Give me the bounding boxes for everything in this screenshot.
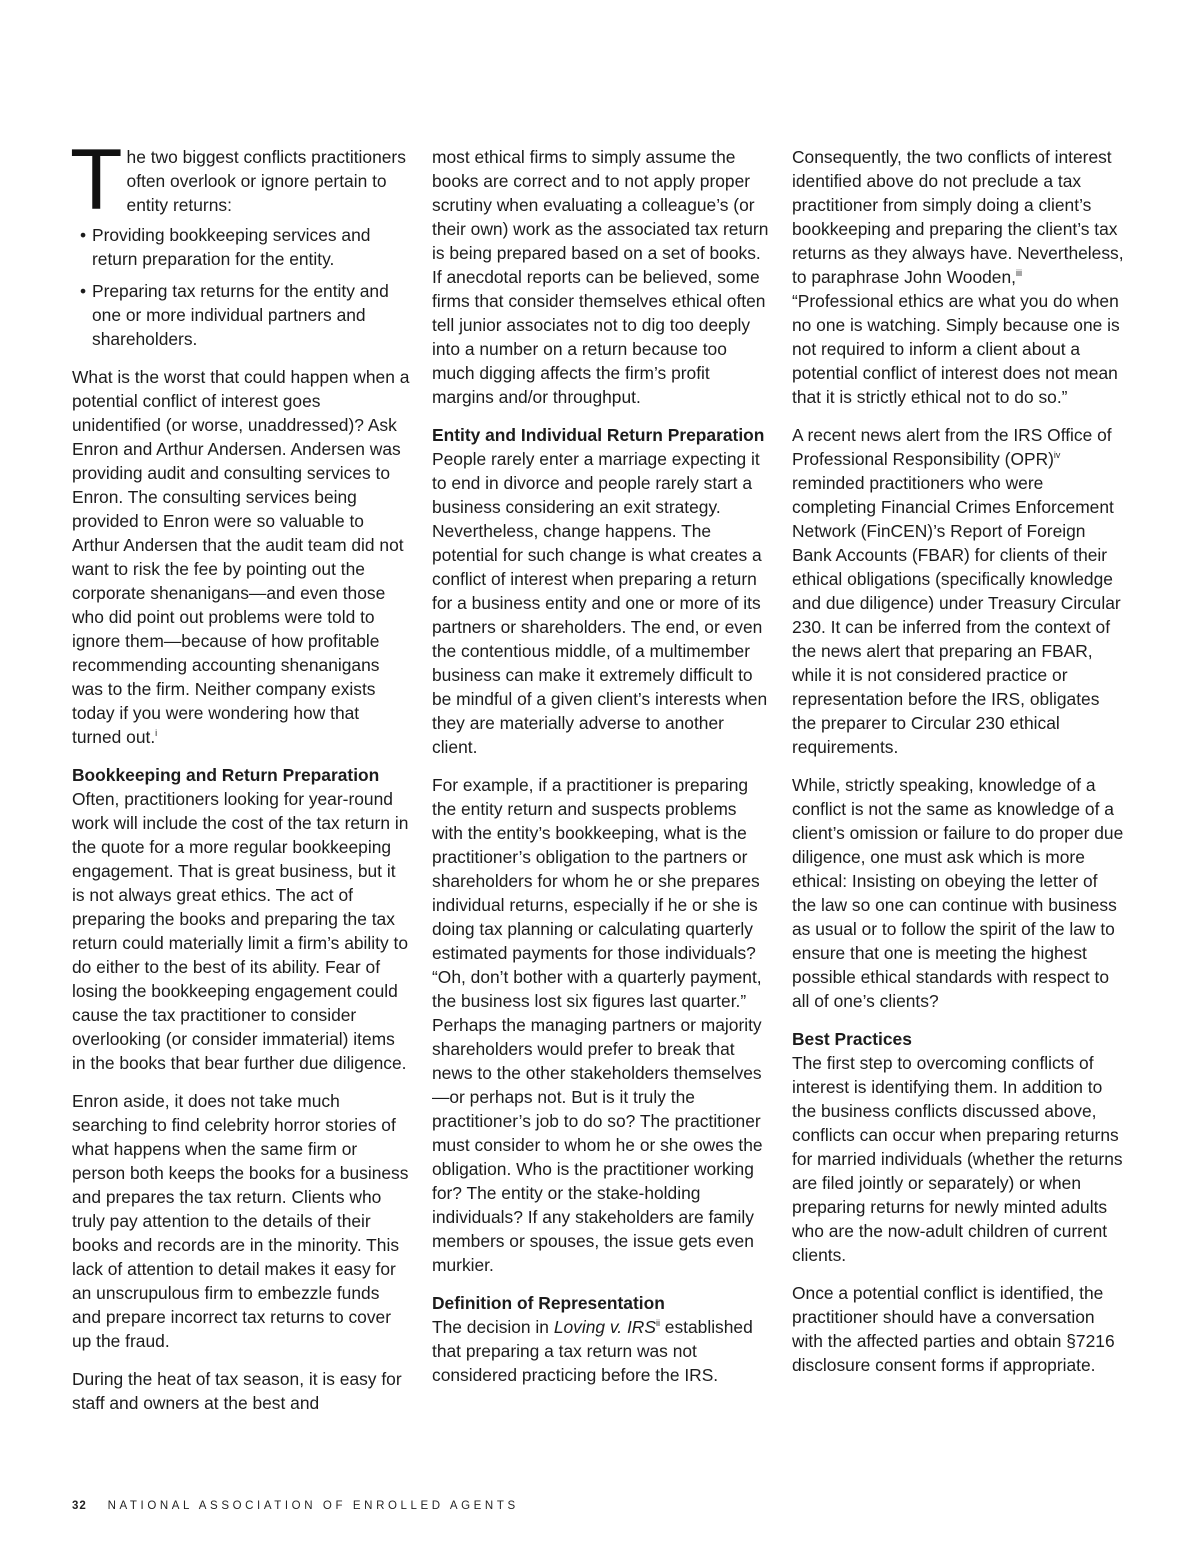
paragraph-text: established that preparing a tax return was not considered practicing before the IRS. bbox=[432, 1317, 753, 1385]
bullet-icon: • bbox=[80, 225, 87, 245]
publication-name: NATIONAL ASSOCIATION OF ENROLLED AGENTS bbox=[107, 1500, 519, 1512]
footnote-marker: iii bbox=[1015, 268, 1022, 279]
section-heading: Definition of Representation bbox=[432, 1293, 665, 1313]
bullet-icon: • bbox=[80, 281, 87, 301]
body-paragraph: People rarely enter a marriage expecting it to end in divorce and people rarely start a business considering an exit strategy. Nevertheless, change happens. The potential for such change is what creates a conflict of interest when preparing a return for a business entity and one or more of its partners or shareholders. The end, or even the contentious middle, of a multimember business can make it extremely difficult to be mindful of a given client’s interests when they are materially adverse to another client. bbox=[432, 449, 768, 757]
body-paragraph bbox=[792, 423, 1126, 759]
body-paragraph: During the heat of tax season, it is easy for staff and owners at the best and bbox=[72, 1369, 402, 1413]
paragraph-text: A recent news alert from the IRS Office of Professional Responsibility (OPR) bbox=[792, 425, 1112, 469]
page-footer bbox=[72, 1500, 519, 1512]
body-paragraph: The first step to overcoming conflicts of interest is identifying them. In addition to the business conflicts discussed above, conflicts can occur when preparing returns for married individuals (whether the returns are filed jointly or separately) or when preparing returns for newly minted adults who are the now-adult children of current clients. bbox=[792, 1053, 1123, 1265]
column-2 bbox=[432, 145, 772, 1401]
body-paragraph bbox=[72, 365, 410, 749]
body-paragraph: Enron aside, it does not take much searching to find celebrity horror stories of what happens when the same firm or person both keeps the books for a business and prepares the tax return. Clients who truly pay attention to the details of their books and records are in the minority. This lack of attention to detail makes it easy for an unscrupulous firm to embezzle funds and prepare incorrect tax returns to cover up the fraud. bbox=[72, 1091, 409, 1351]
body-paragraph: Once a potential conflict is identified, the practitioner should have a conversation with the affected parties and obtain §7216 disclosure consent forms if appropriate. bbox=[792, 1283, 1115, 1375]
drop-cap: T bbox=[70, 132, 123, 228]
section-heading: Bookkeeping and Return Preparation bbox=[72, 765, 380, 785]
column-3 bbox=[792, 145, 1126, 1391]
paragraph-text: “Professional ethics are what you do when no one is watching. Simply because one is not required to inform a client about a potential conflict of interest does not mean that it is strictly ethical not to do so.” bbox=[792, 291, 1120, 407]
intro-paragraph bbox=[70, 132, 410, 228]
footnote-marker: ii bbox=[655, 1318, 660, 1329]
paragraph-text: Consequently, the two conflicts of interest identified above do not preclude a tax practitioner from simply doing a client’s bookkeeping and preparing the client’s tax returns as they always have. Nevertheless, to paraphrase John Wooden, bbox=[792, 147, 1124, 287]
list-item bbox=[72, 279, 410, 351]
list-item-text: Preparing tax returns for the entity and one or more individual partners and shareholders. bbox=[92, 281, 389, 349]
footnote-marker: iv bbox=[1053, 450, 1061, 461]
paragraph-text: The decision in bbox=[432, 1317, 554, 1337]
intro-text: he two biggest conflicts practitioners often overlook or ignore pertain to entity returns: bbox=[126, 147, 406, 215]
section-heading: Entity and Individual Return Preparation bbox=[432, 425, 765, 445]
section-heading: Best Practices bbox=[792, 1029, 912, 1049]
body-paragraph bbox=[432, 1315, 772, 1387]
footnote-marker: i bbox=[155, 728, 158, 739]
paragraph-text: What is the worst that could happen when a potential conflict of interest goes unidentified (or worse, unaddressed)? Ask Enron and Arthur Andersen. Andersen was providing audit and consulting services to Enron. The consulting services being provided to Enron were so valuable to Arthur Andersen that the audit team did not want to risk the fee by pointing out the corporate shenanigans—and even those who did point out problems were told to ignore them—because of how profitable recommending accounting shenanigans was to the firm. Neither company exists today if you were wondering how that turned out. bbox=[72, 367, 410, 747]
list-item bbox=[72, 223, 410, 271]
page-number: 32 bbox=[72, 1500, 87, 1512]
body-paragraph: Often, practitioners looking for year-round work will include the cost of the tax return in the quote for a more regular bookkeeping engagement. That is great business, but it is not always great ethics. The act of preparing the books and preparing the tax return could materially limit a firm’s ability to do either to the best of its ability. Fear of losing the bookkeeping engagement could cause the tax practitioner to consider overlooking (or consider immaterial) items in the books that bear further due diligence. bbox=[72, 789, 409, 1073]
body-paragraph bbox=[792, 145, 1126, 409]
body-paragraph: For example, if a practitioner is preparing the entity return and suspects problems with the entity’s bookkeeping, what is the practitioner’s obligation to the partners or shareholders for whom he or she prepares individual returns, especially if he or she is doing tax planning or calculating quarterly estimated payments for those individuals? “Oh, don’t bother with a quarterly payment, the business lost six figures last quarter.” Perhaps the managing partners or majority shareholders would prefer to break that news to the other stakeholders themselves—or perhaps not. But is it truly the practitioner’s job to do so? The practitioner must consider to whom he or she owes the obligation. Who is the practitioner working for? The entity or the stake-holding individuals? If any stakeholders are family members or spouses, the issue gets even murkier. bbox=[432, 775, 763, 1275]
body-paragraph: While, strictly speaking, knowledge of a conflict is not the same as knowledge of a client’s omission or failure to do proper due diligence, one must ask which is more ethical: Insisting on obeying the letter of the law so one can continue with business as usual or to follow the spirit of the law to ensure that one is meeting the highest possible ethical standards with respect to all of one’s clients? bbox=[792, 775, 1124, 1011]
paragraph-text: reminded practitioners who were completing Financial Crimes Enforcement Network (FinCEN)’s Report of Foreign Bank Accounts (FBAR) for clients of their ethical obligations (specifically knowledge and due diligence) under Treasury Circular 230. It can be inferred from the context of the news alert that preparing an FBAR, while it is not considered practice or representation before the IRS, obligates the preparer to Circular 230 ethical requirements. bbox=[792, 473, 1121, 757]
bullet-list bbox=[72, 223, 410, 351]
list-item-text: Providing bookkeeping services and return preparation for the entity. bbox=[92, 225, 371, 269]
column-1 bbox=[70, 132, 410, 1429]
body-paragraph: most ethical firms to simply assume the books are correct and to not apply proper scrutiny when evaluating a colleague’s (or their own) work as the associated tax return is being prepared based on a set of books. If anecdotal reports can be believed, some firms that consider themselves ethical often tell junior associates not to dig too deeply into a number on a return because too much digging affects the firm’s profit margins and/or throughput. bbox=[432, 147, 769, 407]
case-name: Loving v. IRS bbox=[553, 1317, 656, 1337]
